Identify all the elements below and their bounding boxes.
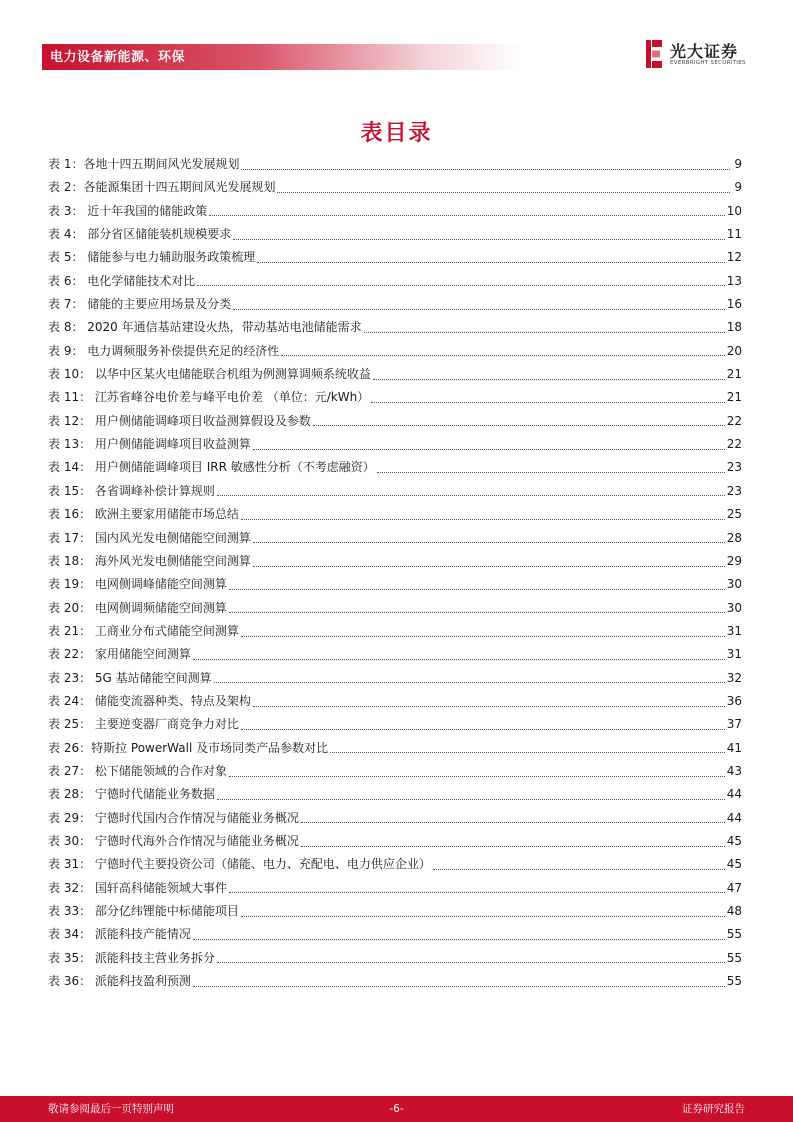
toc-entry-page: 30 bbox=[726, 600, 742, 615]
toc-entry[interactable] bbox=[48, 246, 742, 269]
toc-leader-dots bbox=[193, 985, 725, 987]
toc-entry-page: 20 bbox=[726, 343, 742, 358]
toc-leader-dots bbox=[241, 635, 725, 637]
toc-leader-dots bbox=[281, 354, 724, 356]
toc-entry[interactable] bbox=[48, 947, 742, 970]
toc-entry-page: 44 bbox=[726, 810, 742, 825]
toc-entry[interactable] bbox=[48, 877, 742, 900]
toc-entry[interactable] bbox=[48, 923, 742, 946]
toc-entry-label: 表 8： 2020 年通信基站建设火热，带动基站电池储能需求 bbox=[48, 320, 362, 335]
toc-entry-label: 表 15： 各省调峰补偿计算规则 bbox=[48, 483, 215, 498]
toc-leader-dots bbox=[433, 868, 725, 870]
toc-leader-dots bbox=[241, 915, 725, 917]
toc-entry[interactable] bbox=[48, 830, 742, 853]
toc-entry[interactable] bbox=[48, 340, 742, 363]
toc-entry-page: 12 bbox=[726, 250, 742, 265]
toc-leader-dots bbox=[229, 775, 725, 777]
toc-entry-page: 47 bbox=[726, 880, 742, 895]
toc-entry-label: 表 36： 派能科技盈利预测 bbox=[48, 974, 191, 989]
toc-entry-page: 30 bbox=[726, 577, 742, 592]
toc-entry-label: 表 25： 主要逆变器厂商竞争力对比 bbox=[48, 717, 239, 732]
toc-leader-dots bbox=[364, 331, 725, 333]
toc-entry-page: 11 bbox=[726, 227, 742, 242]
toc-entry-page: 45 bbox=[726, 857, 742, 872]
toc-entry[interactable] bbox=[48, 293, 742, 316]
toc-entry-label: 表 9： 电力调频服务补偿提供充足的经济性 bbox=[48, 343, 280, 358]
toc-entry-page: 22 bbox=[726, 413, 742, 428]
toc-entry-label: 表 27： 松下储能领域的合作对象 bbox=[48, 763, 227, 778]
toc-leader-dots bbox=[229, 891, 725, 893]
toc-entry-label: 表 16： 欧洲主要家用储能市场总结 bbox=[48, 507, 239, 522]
toc-leader-dots bbox=[229, 588, 725, 590]
toc-leader-dots bbox=[193, 658, 725, 660]
brand-subtitle: EVERBRIGHT SECURITIES bbox=[670, 60, 746, 66]
toc-entry[interactable] bbox=[48, 270, 742, 293]
toc-entry-label: 表 12： 用户侧储能调峰项目收益测算假设及参数 bbox=[48, 413, 311, 428]
brand-logo-icon bbox=[646, 40, 662, 68]
brand-logo bbox=[646, 38, 756, 72]
toc-entry[interactable] bbox=[48, 503, 742, 526]
toc-entry-label: 表 18： 海外风光发电侧储能空间测算 bbox=[48, 553, 251, 568]
toc-entry-label: 表 7： 储能的主要应用场景及分类 bbox=[48, 297, 232, 312]
toc-entry-page: 23 bbox=[726, 483, 742, 498]
toc-entry-page: 48 bbox=[726, 904, 742, 918]
toc-leader-dots bbox=[229, 611, 725, 613]
toc-leader-dots bbox=[313, 424, 725, 426]
toc-leader-dots bbox=[241, 728, 725, 730]
toc-leader-dots bbox=[214, 681, 725, 683]
toc-entry-page: 21 bbox=[726, 367, 742, 382]
toc-entry-page: 41 bbox=[726, 740, 742, 755]
toc-entry-page: 55 bbox=[726, 950, 742, 965]
toc-entry-page: 55 bbox=[726, 927, 742, 942]
toc-leader-dots bbox=[277, 191, 730, 193]
toc-entry-label: 表 35： 派能科技主营业务拆分 bbox=[48, 950, 215, 965]
toc-leader-dots bbox=[330, 751, 725, 753]
toc-entry[interactable] bbox=[48, 456, 742, 479]
toc-leader-dots bbox=[301, 845, 725, 847]
toc-entry[interactable] bbox=[48, 667, 742, 690]
toc-entry-label: 表 30： 宁德时代海外合作情况与储能业务概况 bbox=[48, 833, 299, 848]
toc-entry-page: 9 bbox=[734, 157, 742, 171]
toc-entry-page: 31 bbox=[726, 623, 742, 638]
toc-entry-label: 表 14： 用户侧储能调峰项目 IRR 敏感性分析（不考虑融资） bbox=[48, 460, 375, 475]
toc-entry-label: 表 21： 工商业分布式储能空间测算 bbox=[48, 623, 239, 638]
toc-entry-label: 表 5： 储能参与电力辅助服务政策梳理 bbox=[48, 250, 256, 265]
toc-entry-page: 28 bbox=[726, 530, 742, 545]
toc-leader-dots bbox=[233, 308, 724, 310]
toc-leader-dots bbox=[241, 518, 725, 520]
toc-entry[interactable] bbox=[48, 363, 742, 386]
toc-leader-dots bbox=[217, 798, 725, 800]
toc-entry-label: 表 34： 派能科技产能情况 bbox=[48, 927, 191, 942]
toc-leader-dots bbox=[373, 378, 725, 380]
toc-entry[interactable] bbox=[48, 760, 742, 783]
toc-entry-label: 表 24： 储能变流器种类、特点及架构 bbox=[48, 693, 251, 708]
toc-entry-page: 36 bbox=[726, 693, 742, 708]
toc-entry-label: 表 26：特斯拉 PowerWall 及市场同类产品参数对比 bbox=[48, 740, 329, 755]
toc-entry-label: 表 19： 电网侧调峰储能空间测算 bbox=[48, 577, 227, 592]
toc-leader-dots bbox=[371, 401, 725, 403]
toc-entry-page: 9 bbox=[734, 180, 742, 195]
toc-entry[interactable] bbox=[48, 550, 742, 573]
toc-leader-dots bbox=[253, 541, 725, 543]
toc-entry-page: 31 bbox=[726, 647, 742, 662]
footer-disclaimer: 敬请参阅最后一页特别声明 bbox=[48, 1103, 174, 1115]
toc-entry[interactable] bbox=[48, 573, 742, 596]
toc-entry-label: 表 3： 近十年我国的储能政策 bbox=[48, 203, 208, 218]
page-title: 表目录 bbox=[360, 121, 433, 146]
toc-leader-dots bbox=[193, 938, 725, 940]
toc-leader-dots bbox=[241, 168, 730, 170]
toc-leader-dots bbox=[217, 494, 725, 496]
toc-entry-label: 表 32： 国轩高科储能领域大事件 bbox=[48, 880, 227, 895]
section-label: 电力设备新能源、环保 bbox=[50, 50, 186, 65]
toc-leader-dots bbox=[253, 448, 725, 450]
toc-entry-page: 37 bbox=[726, 717, 742, 732]
toc-entry[interactable] bbox=[48, 807, 742, 830]
toc-entry-label: 表 28： 宁德时代储能业务数据 bbox=[48, 787, 215, 802]
toc-entry-page: 13 bbox=[726, 273, 742, 288]
toc-entry[interactable] bbox=[48, 480, 742, 503]
toc-entry-page: 32 bbox=[726, 670, 742, 685]
toc-entry-page: 22 bbox=[726, 437, 742, 452]
toc-entry-label: 表 20： 电网侧调频储能空间测算 bbox=[48, 600, 227, 615]
toc-entry-label: 表 10： 以华中区某火电储能联合机组为例测算调频系统收益 bbox=[48, 367, 371, 382]
toc-entry-page: 29 bbox=[726, 553, 742, 568]
toc-entry[interactable] bbox=[48, 970, 742, 993]
toc-entry-label: 表 29： 宁德时代国内合作情况与储能业务概况 bbox=[48, 810, 299, 825]
toc-entry-page: 23 bbox=[726, 460, 742, 475]
toc-entry-label: 表 31： 宁德时代主要投资公司（储能、电力、充配电、电力供应企业） bbox=[48, 857, 431, 872]
toc-entry[interactable] bbox=[48, 176, 742, 199]
toc-entry[interactable] bbox=[48, 737, 742, 760]
toc-leader-dots bbox=[233, 238, 724, 240]
toc-entry[interactable] bbox=[48, 316, 742, 339]
toc-entry-label: 表 22： 家用储能空间测算 bbox=[48, 647, 191, 662]
table-of-contents bbox=[48, 153, 742, 993]
toc-entry-page: 55 bbox=[726, 974, 742, 989]
toc-entry-page: 44 bbox=[726, 787, 742, 802]
toc-entry-page: 10 bbox=[726, 203, 742, 218]
toc-leader-dots bbox=[257, 261, 724, 263]
toc-entry-page: 43 bbox=[726, 763, 742, 778]
toc-leader-dots bbox=[197, 284, 724, 286]
toc-entry-label: 表 4： 部分省区储能装机规模要求 bbox=[48, 227, 232, 242]
toc-entry[interactable] bbox=[48, 410, 742, 433]
toc-entry-page: 21 bbox=[726, 390, 742, 405]
toc-entry-page: 25 bbox=[726, 507, 742, 522]
toc-entry[interactable] bbox=[48, 900, 742, 923]
toc-entry[interactable] bbox=[48, 783, 742, 806]
footer-report-type: 证券研究报告 bbox=[682, 1103, 745, 1115]
toc-entry-label: 表 11： 江苏省峰谷电价差与峰平电价差 （单位：元/kWh） bbox=[48, 390, 370, 405]
toc-entry-label: 表 33： 部分亿纬锂能中标储能项目 bbox=[48, 904, 239, 918]
toc-entry[interactable] bbox=[48, 433, 742, 456]
page-number: -6- bbox=[389, 1103, 404, 1115]
toc-entry-label: 表 13： 用户侧储能调峰项目收益测算 bbox=[48, 437, 251, 452]
toc-entry[interactable] bbox=[48, 597, 742, 620]
toc-entry[interactable] bbox=[48, 200, 742, 223]
toc-entry-page: 45 bbox=[726, 833, 742, 848]
brand-name: 光大证券 bbox=[670, 42, 739, 61]
toc-entry-label: 表 2：各能源集团十四五期间风光发展规划 bbox=[48, 180, 276, 195]
toc-entry[interactable] bbox=[48, 386, 742, 409]
toc-entry-page: 16 bbox=[726, 297, 742, 312]
toc-entry-label: 表 6： 电化学储能技术对比 bbox=[48, 273, 196, 288]
toc-entry-label: 表 23： 5G 基站储能空间测算 bbox=[48, 670, 212, 685]
toc-entry-label: 表 17： 国内风光发电侧储能空间测算 bbox=[48, 530, 251, 545]
toc-entry[interactable] bbox=[48, 643, 742, 666]
toc-entry[interactable] bbox=[48, 620, 742, 643]
toc-leader-dots bbox=[253, 705, 725, 707]
toc-leader-dots bbox=[253, 565, 725, 567]
toc-leader-dots bbox=[217, 961, 725, 963]
toc-entry-page: 18 bbox=[726, 320, 742, 335]
toc-entry[interactable] bbox=[48, 153, 742, 176]
toc-leader-dots bbox=[377, 471, 725, 473]
toc-entry[interactable] bbox=[48, 853, 742, 876]
toc-leader-dots bbox=[301, 821, 725, 823]
toc-entry[interactable] bbox=[48, 527, 742, 550]
toc-entry[interactable] bbox=[48, 690, 742, 713]
toc-entry-label: 表 1：各地十四五期间风光发展规划 bbox=[48, 157, 240, 171]
toc-leader-dots bbox=[209, 214, 724, 216]
toc-entry[interactable] bbox=[48, 223, 742, 246]
toc-entry[interactable] bbox=[48, 713, 742, 736]
